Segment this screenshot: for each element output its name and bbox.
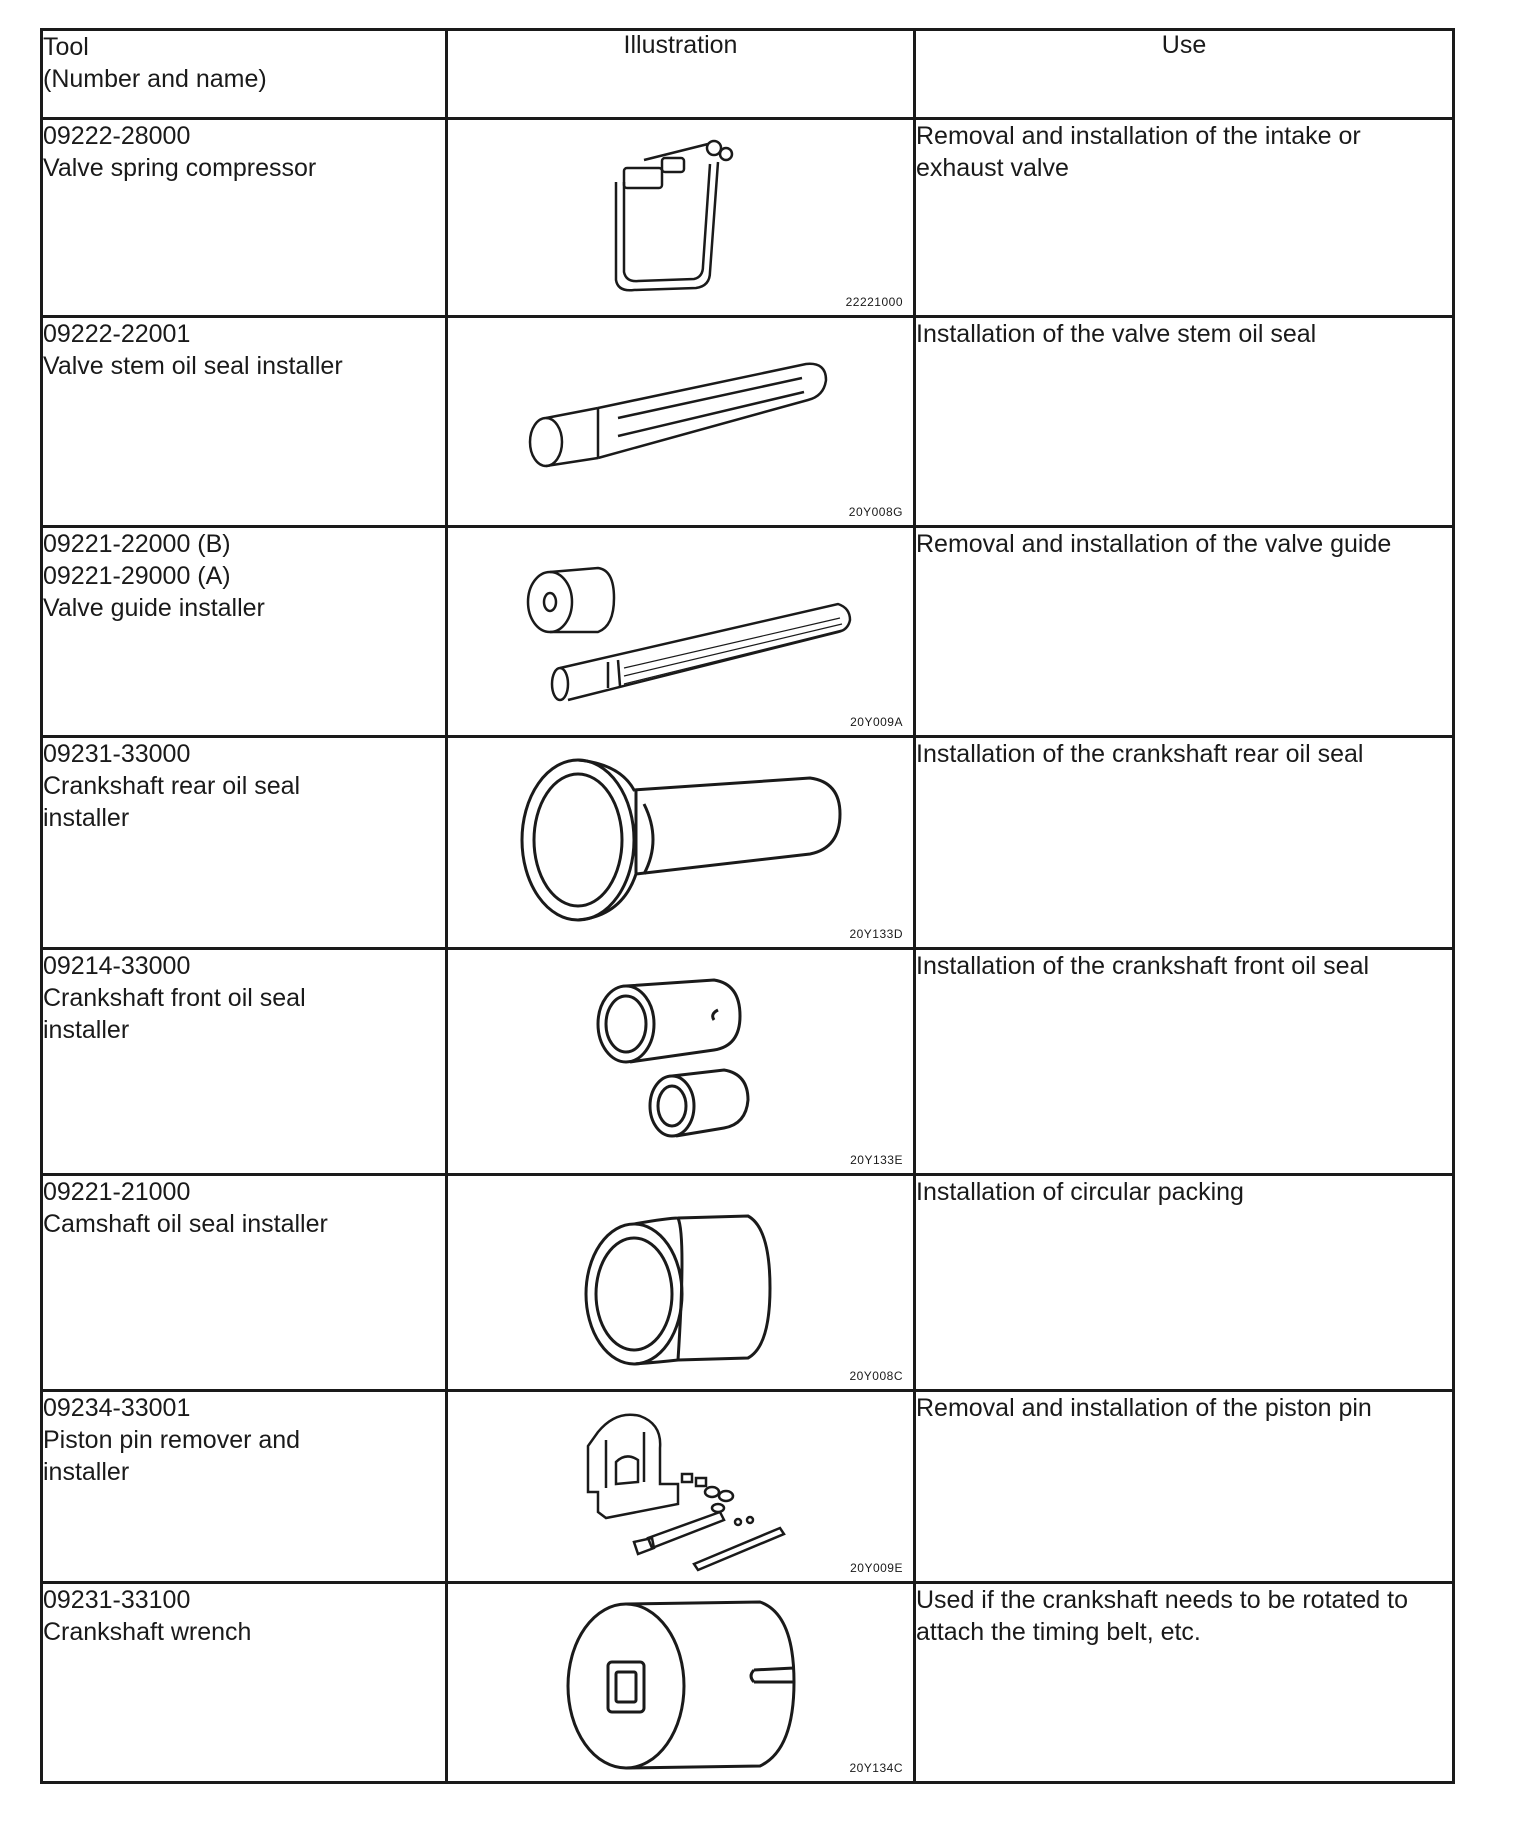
use-cell: Used if the crankshaft needs to be rotated to attach the timing belt, etc.: [915, 1583, 1454, 1783]
tool-number: 09231-33100: [43, 1586, 191, 1614]
tool-cell: [42, 1391, 447, 1583]
tool-name: Camshaft oil seal installer: [43, 1210, 328, 1238]
illustration-code: 20Y134C: [849, 1761, 903, 1775]
tool-name: Valve spring compressor: [43, 154, 317, 182]
tool-cell: [42, 317, 447, 527]
table-row: [42, 1391, 1454, 1583]
tool-name: Valve guide installer: [43, 594, 265, 622]
tool-name: Crankshaft front oil seal: [43, 984, 306, 1012]
illustration-code: 20Y008G: [848, 505, 903, 519]
table-row: [42, 317, 1454, 527]
table-row: [42, 527, 1454, 737]
camshaft-oil-seal-installer-icon: [448, 1176, 910, 1386]
tool-number: 09221-22000 (B): [43, 530, 231, 558]
table-row: [42, 119, 1454, 317]
table-row: [42, 1583, 1454, 1783]
tool-name: installer: [43, 1458, 130, 1486]
illustration-cell: [447, 949, 915, 1175]
tool-number: 09221-21000: [43, 1178, 191, 1206]
crankshaft-wrench-icon: [448, 1584, 910, 1778]
illustration-cell: [447, 1391, 915, 1583]
tool-cell: [42, 1583, 447, 1783]
tool-number: 09222-22001: [43, 320, 191, 348]
piston-pin-remover-installer-icon: [448, 1392, 910, 1578]
header-illustration: Illustration: [447, 30, 915, 119]
tool-number: 09214-33000: [43, 952, 191, 980]
illustration-code: 20Y133D: [849, 927, 903, 941]
tool-number: 09231-33000: [43, 740, 191, 768]
tool-name: installer: [43, 804, 130, 832]
use-cell: Installation of circular packing: [915, 1175, 1454, 1391]
table-row: [42, 737, 1454, 949]
illustration-cell: [447, 1175, 915, 1391]
valve-stem-oil-seal-installer-icon: [448, 318, 910, 522]
tool-cell: [42, 527, 447, 737]
tool-cell: [42, 1175, 447, 1391]
illustration-code: 20Y133E: [850, 1153, 903, 1167]
tool-name: Piston pin remover and: [43, 1426, 301, 1454]
header-use: Use: [915, 30, 1454, 119]
use-cell: Removal and installation of the intake or exhaust valve: [915, 119, 1454, 317]
tool-name: Crankshaft wrench: [43, 1618, 252, 1646]
tool-cell: [42, 737, 447, 949]
header-tool: [42, 30, 447, 119]
illustration-cell: [447, 737, 915, 949]
use-cell: Removal and installation of the valve guide: [915, 527, 1454, 737]
header-tool-line2: (Number and name): [43, 65, 267, 93]
tool-name: installer: [43, 1016, 130, 1044]
valve-spring-compressor-icon: [448, 120, 910, 312]
header-tool-line1: Tool: [43, 33, 89, 61]
tool-cell: [42, 119, 447, 317]
illustration-cell: [447, 119, 915, 317]
crankshaft-rear-oil-seal-installer-icon: [448, 738, 910, 944]
illustration-cell: [447, 527, 915, 737]
illustration-cell: [447, 1583, 915, 1783]
illustration-code: 20Y009A: [850, 715, 903, 729]
use-cell: Removal and installation of the piston pin: [915, 1391, 1454, 1583]
illustration-code: 20Y008C: [849, 1369, 903, 1383]
tool-number: 09234-33001: [43, 1394, 191, 1422]
use-cell: Installation of the valve stem oil seal: [915, 317, 1454, 527]
illustration-cell: [447, 317, 915, 527]
special-tools-table: [40, 28, 1455, 1784]
table-row: [42, 949, 1454, 1175]
crankshaft-front-oil-seal-installer-icon: [448, 950, 910, 1170]
tool-number: 09221-29000 (A): [43, 562, 231, 590]
illustration-code: 22221000: [845, 295, 903, 309]
table-row: [42, 1175, 1454, 1391]
table-header-row: [42, 30, 1454, 119]
illustration-code: 20Y009E: [850, 1561, 903, 1575]
tool-number: 09222-28000: [43, 122, 191, 150]
tool-name: Valve stem oil seal installer: [43, 352, 343, 380]
tool-name: Crankshaft rear oil seal: [43, 772, 301, 800]
use-cell: Installation of the crankshaft front oil seal: [915, 949, 1454, 1175]
use-cell: Installation of the crankshaft rear oil seal: [915, 737, 1454, 949]
tool-cell: [42, 949, 447, 1175]
valve-guide-installer-icon: [448, 528, 910, 732]
